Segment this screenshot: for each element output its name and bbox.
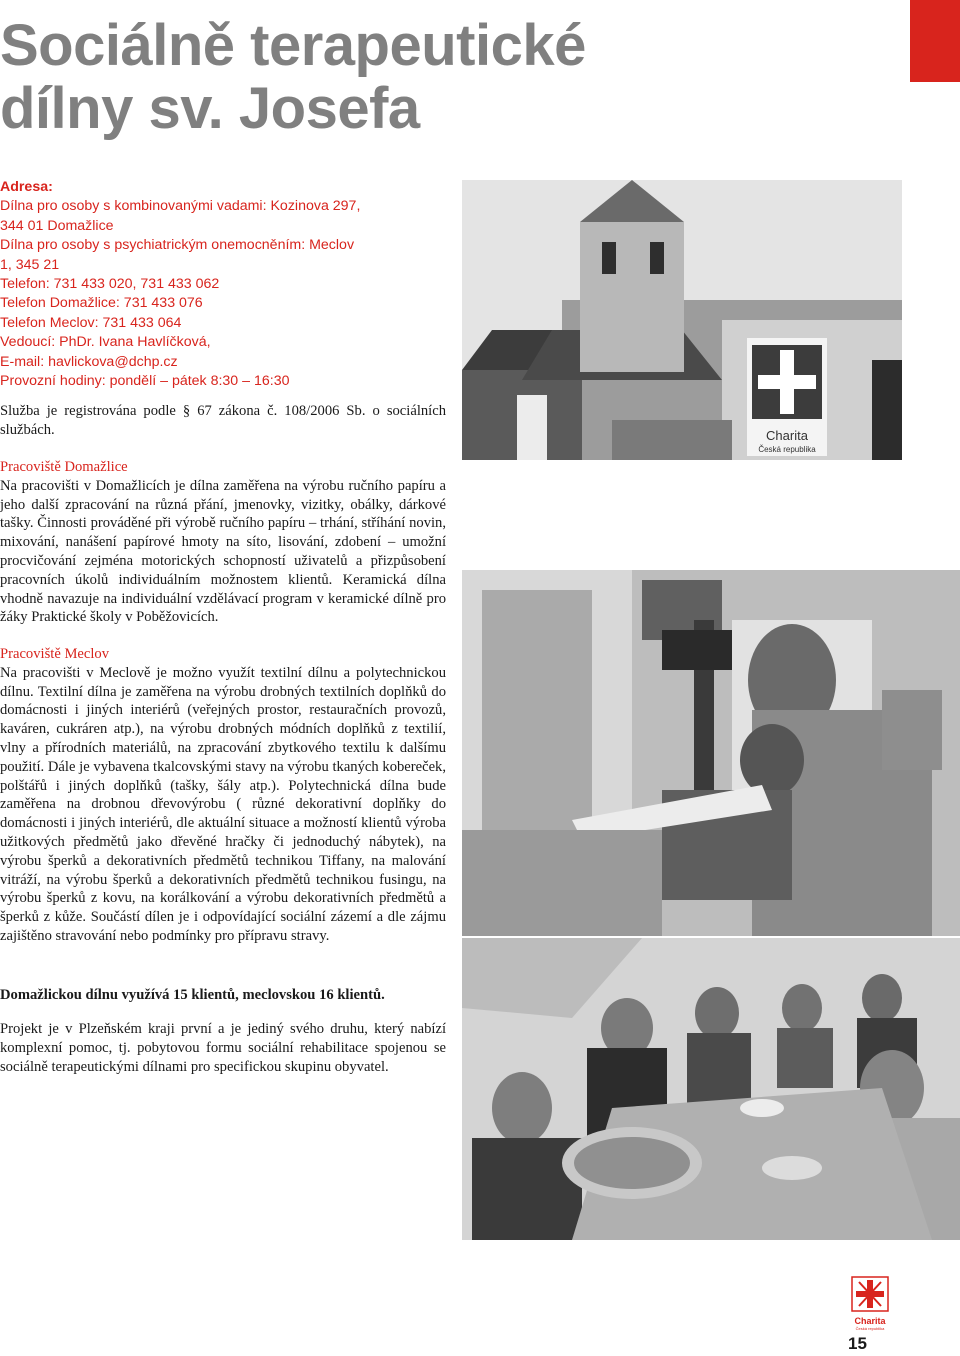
section-domazlice-text: Na pracovišti v Domažlicích je dílna zaměřena na výrobu ručního papíru a jeho další zpracování na různá přání, jmenovky, vizitky, obálky, dárkové tašky. Činnosti prováděné při výrobě ručního papíru – trhání, stříhání novin, mixování, nanášení papírové hmoty na síto, lisování, zdobení – umožní procvičování zejména motorických schopností uživatelů a přizpůsobení pracovních úkolů individuálním možnostem klientů. Keramická dílna vhodně navazuje na individuální vzdělávací program v keramické dílně pro žáky Praktické školy v Poběžovicích. — [0, 477, 446, 626]
contact-block — [0, 178, 455, 391]
page-title — [0, 14, 900, 140]
phone-general: Telefon: 731 433 020, 731 433 062 — [0, 276, 220, 293]
phone-meclov: Telefon Meclov: 731 433 064 — [0, 314, 182, 331]
opening-hours: Provozní hodiny: pondělí – pátek 8:30 – 16:30 — [0, 373, 290, 390]
clients-summary-text: Domažlickou dílnu využívá 15 klientů, meclovskou 16 klientů. — [0, 987, 385, 1003]
project-summary-text: Projekt je v Plzeňském kraji první a je jediný svého druhu, který nabízí komplexní pomoc, tj. pobytovou formu sociální rehabilitace spojenou se sociálně terapeutickými dílnami pro specifickou skupinu obyvatel. — [0, 1021, 446, 1075]
workshop-photo — [462, 570, 960, 936]
sign-name: Charita — [766, 428, 808, 443]
registration-text: Služba je registrována podle § 67 zákona č. 108/2006 Sb. o sociálních službách. — [0, 403, 446, 438]
page-number: 15 — [848, 1334, 867, 1353]
address-workshop-1b: 344 01 Domažlice — [0, 217, 114, 234]
building-photo — [462, 180, 902, 460]
section-meclov — [0, 645, 446, 946]
group-photo — [462, 938, 960, 1240]
address-workshop-2b: 1, 345 21 — [0, 256, 60, 273]
charita-logo — [851, 1276, 889, 1331]
phone-domazlice: Telefon Domažlice: 731 433 076 — [0, 295, 203, 312]
registration-note — [0, 402, 446, 440]
project-summary — [0, 1020, 446, 1076]
logo-name: Charita — [854, 1316, 886, 1326]
head-person: Vedoucí: PhDr. Ivana Havlíčková, — [0, 334, 211, 351]
sign-country: Česká republika — [758, 445, 816, 454]
section-domazlice — [0, 458, 446, 627]
logo-subtitle: Česká republika — [855, 1326, 885, 1331]
title-line-1: Sociálně terapeutické — [0, 13, 586, 78]
email: E-mail: havlickova@dchp.cz — [0, 353, 178, 370]
title-line-2: dílny sv. Josefa — [0, 76, 420, 141]
section-domazlice-heading: Pracoviště Domažlice — [0, 459, 128, 475]
address-workshop-1: Dílna pro osoby s kombinovanými vadami: Kozinova 297, — [0, 198, 361, 215]
section-meclov-text: Na pracovišti v Meclově je možno využít textilní dílnu a polytechnickou dílnu. Textilní dílna je zaměřena na výrobu drobných textilních doplňků do domácnosti i jiných interiérů (veřejných prostor, restauračních provozů, kaváren, cukráren atp.), na výrobu drobných módních doplňků z textilií, vlny a přírodních materiálů, na zpracování zbytkového textilu k dalšímu použití. Dále je vybavena tkalcovskými stavy na výrobu tkaných kobereček, polštářů i jiných doplňků (tašky, šály atp.). Polytechnická dílna bude zaměřena na drobnou dřevovýrobu ( různé dekorativní doplňky do domácnosti i jiných interiérů, dle aktuální situace a možností klientů výroba užitkových předmětů jako dřevěné hračky či jednoduchý nábytek), na výrobu šperků a dekorativních předmětů technikou Tiffany, na malování vitráží, na výrobu šperků a dekorativních předmětů technikou fusingu, na výrobu šperků z kovu, na korálkování a výrobu dekorativních předmětů a šperků z kůže. Součástí dílen je i odpovídající sociální zázemí a dle zájmu zajištěno stravování nebo podmínky pro přípravu stravy. — [0, 664, 446, 944]
charita-cross-icon — [851, 1276, 889, 1312]
corner-red-tab — [910, 0, 960, 82]
clients-summary — [0, 986, 446, 1005]
section-meclov-heading: Pracoviště Meclov — [0, 646, 110, 662]
address-label: Adresa: — [0, 179, 53, 195]
address-workshop-2: Dílna pro osoby s psychiatrickým onemocněním: Meclov — [0, 237, 355, 254]
